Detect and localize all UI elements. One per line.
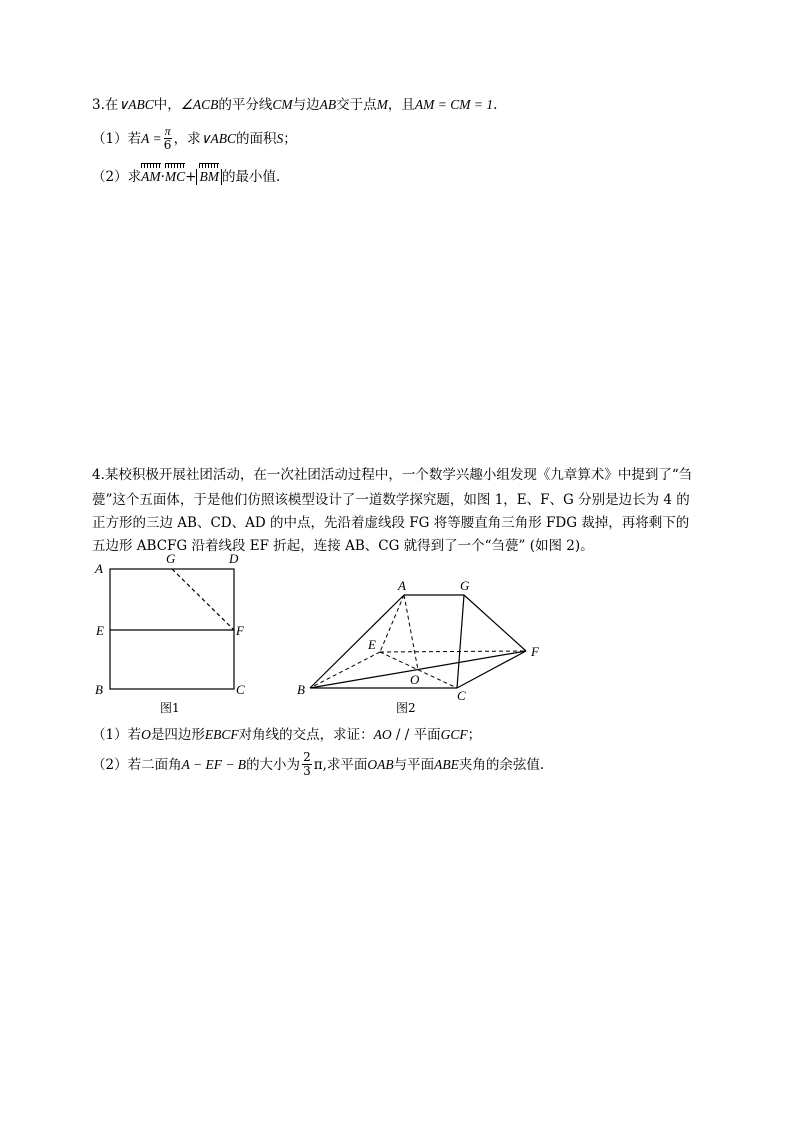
p4-q2-dihedral: A − EF − B: [181, 757, 247, 772]
p3-text: 交于点: [336, 97, 377, 113]
p3-q1-a: A =: [141, 131, 162, 146]
p4-text: 平面: [413, 727, 441, 743]
p4-q1-quad: EBCF: [204, 727, 239, 742]
p3-cm: CM: [272, 97, 293, 112]
fig2-label-a: A: [398, 578, 406, 593]
p3-equation: AM = CM = 1: [414, 97, 494, 112]
p4-text: ；: [467, 727, 482, 743]
p3-text: 在: [104, 97, 119, 113]
p4-paragraph-line-3: 正方形的三边 AB、CD、AD 的中点，先沿着虚线段 FG 将等腰直角三角形 FDG 裁掉，再将剩下的: [92, 515, 690, 531]
p3-text: 的面积: [236, 131, 277, 147]
p4-q2-pi: π: [313, 757, 323, 773]
fig2-caption: 图2: [396, 701, 416, 715]
fig2-label-o: O: [410, 672, 420, 687]
p3-q2-vector-am: AM: [141, 169, 161, 184]
p4-q2-frac-num: 2: [303, 750, 311, 764]
p4-q2-oab: OAB: [367, 757, 394, 772]
fig1-dashed-fg: [172, 569, 234, 630]
p4-q1-ao: AO: [373, 727, 392, 742]
fig2-label-e: E: [368, 637, 376, 652]
fig1-label-e: E: [96, 623, 104, 638]
p3-question-1: [92, 126, 297, 153]
fig2-edge-gf: [464, 595, 526, 651]
p3-text: 与边: [292, 97, 320, 113]
fig2-label-f: F: [531, 644, 539, 659]
p4-text: 夹角的余弦值.: [458, 757, 545, 773]
p3-text: 的平分线: [218, 97, 273, 113]
p4-paragraph-line-1: 4.某校积极开展社团活动，在一次社团活动过程中，一个数学兴趣小组发现《九章算术》中提到了“刍: [92, 467, 693, 483]
p3-text: ，求: [173, 131, 201, 147]
p3-q1-label: （1）若: [92, 131, 142, 147]
fig2-edge-gc: [457, 595, 464, 688]
p3-statement: [92, 96, 497, 114]
p4-q2-label: （2）若二面角: [92, 757, 182, 773]
fig1-label-d: D: [229, 552, 239, 566]
fig1-caption: 图1: [160, 701, 180, 715]
fig2-dashed-ae: [380, 595, 404, 652]
p4-text: 对角线的交点，求证：: [238, 727, 374, 743]
p3-q2-abs: [196, 169, 222, 185]
p4-q1-gcf: GCF: [440, 727, 468, 742]
p3-q2-vector-mc: MC: [164, 169, 186, 184]
p3-triangle: ∨ABC: [118, 97, 154, 112]
fig1-label-b: B: [95, 682, 103, 697]
p4-q1-label: （1）若: [92, 727, 142, 743]
p4-q1-o: O: [141, 727, 151, 742]
p4-text: ,求平面: [322, 757, 368, 773]
p4-question-1: [92, 726, 481, 744]
p3-q1-frac-num: π: [164, 124, 171, 138]
fig2-dashed-ao: [404, 595, 418, 670]
p3-question-2: [92, 168, 280, 186]
p4-q2-frac-den: 3: [303, 764, 311, 778]
fig2-dashed-ef: [380, 651, 526, 652]
p3-q1-s: S: [276, 131, 284, 146]
p3-text: ；: [283, 131, 297, 147]
p3-q1-frac-den: 6: [163, 138, 172, 152]
p3-m: M: [376, 97, 388, 112]
p3-text: 的最小值.: [221, 169, 281, 185]
p3-q2-vector-bm: BM: [199, 169, 219, 184]
p3-q1-triangle: ∨ABC: [200, 131, 236, 146]
figure-1: [110, 569, 234, 689]
fig2-label-g: G: [460, 578, 470, 593]
p4-paragraph-line-4: 五边形 ABCFG 沿着线段 EF 折起，连接 AB、CG 就得到了一个“刍甍” (如图 2)。: [92, 538, 594, 554]
fig1-label-f: F: [236, 623, 244, 638]
fig2-label-c: C: [457, 688, 466, 703]
p3-number: 3.: [92, 97, 105, 113]
fig1-label-a: A: [95, 561, 103, 576]
p3-q2-plus: +: [185, 169, 197, 185]
p4-question-2: [92, 752, 544, 779]
fig1-label-c: C: [236, 682, 245, 697]
fig1-label-g: G: [166, 552, 176, 566]
p3-ab: AB: [319, 97, 337, 112]
p4-text: 与平面: [393, 757, 435, 773]
p3-text: ，且: [387, 97, 415, 113]
p3-q2-dot: ·: [160, 169, 165, 185]
p4-q2-abe: ABE: [434, 757, 459, 772]
fig1-square: [110, 569, 234, 689]
p3-text: 中，: [153, 97, 181, 113]
p3-text: .: [493, 97, 498, 113]
p4-figures: [0, 552, 794, 732]
p4-text: 的大小为: [246, 757, 301, 773]
fig2-label-b: B: [297, 682, 305, 697]
p3-angle: ∠ACB: [180, 97, 219, 112]
p4-q1-parallel: / /: [391, 727, 414, 743]
p4-text: 是四边形: [150, 727, 205, 743]
p3-q2-label: （2）求: [92, 169, 142, 185]
p3-q1-fraction: [164, 125, 172, 152]
p4-q2-fraction: [302, 751, 312, 778]
p4-paragraph-line-2: 甍”这个五面体，于是他们仿照该模型设计了一道数学探究题，如图 1，E、F、G 分别是边长为 4 的: [92, 492, 690, 508]
